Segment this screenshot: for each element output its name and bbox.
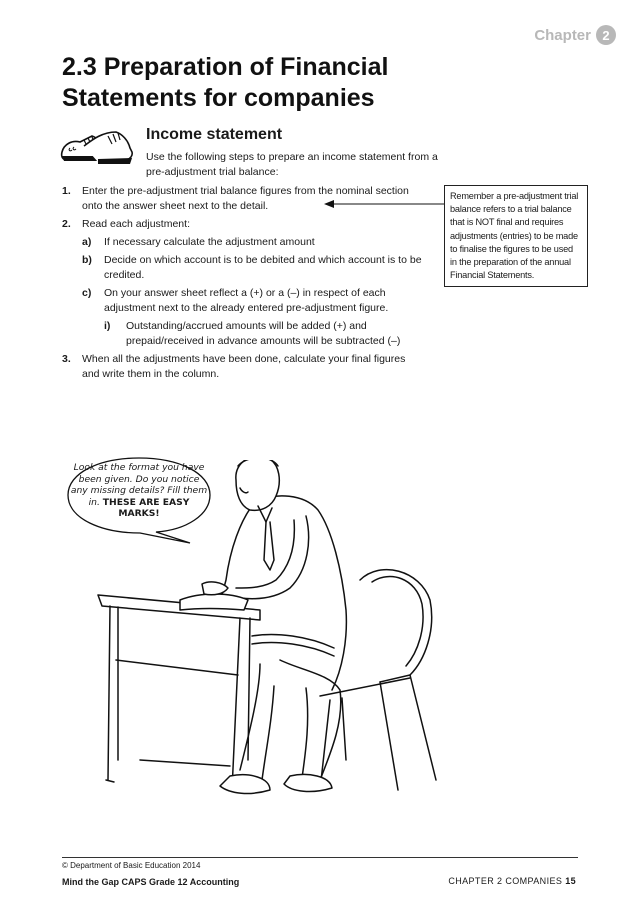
section-title: 2.3 Preparation of Financial Statements for companies <box>62 53 389 112</box>
footer-chapter-label: CHAPTER 2 COMPANIES <box>448 876 563 886</box>
step-number: i) <box>104 320 111 332</box>
step-2a <box>62 235 422 250</box>
step-text: Outstanding/accrued amounts will be added (+) and prepaid/received in advance amounts will be subtracted (–) <box>126 320 401 347</box>
chapter-label: Chapter <box>534 26 591 44</box>
footer-chapter <box>448 876 576 886</box>
speech-text: Look at the format you have been given. Do you notice any missing details? Fill them in. <box>70 462 208 508</box>
step-2c-i <box>62 319 422 349</box>
reminder-note-box: Remember a pre-adjustment trial balance refers to a trial balance that is NOT final and requires adjustments (entries) to be made to finalise the figures to be used in the preparation of the annual Financial Statements. <box>444 185 588 287</box>
chapter-number-badge: 2 <box>596 25 616 45</box>
subsection-intro: Use the following steps to prepare an income statement from a pre-adjustment trial balance: <box>146 151 438 178</box>
subsection-title: Income statement <box>146 126 283 143</box>
step-2c <box>62 286 422 316</box>
book-title: Mind the Gap CAPS Grade 12 Accounting <box>62 877 240 887</box>
step-number: c) <box>82 287 92 299</box>
pointer-arrow-icon <box>322 194 446 214</box>
step-2b <box>62 253 422 283</box>
step-2 <box>62 217 422 232</box>
step-number: a) <box>82 236 92 248</box>
step-text: When all the adjustments have been done, calculate your final figures and write them in the column. <box>82 353 406 380</box>
step-number: b) <box>82 254 92 266</box>
step-3 <box>62 352 422 382</box>
footer-divider <box>62 857 578 858</box>
chapter-tag <box>534 25 616 45</box>
speech-text-block <box>70 462 208 520</box>
speech-emphasis: THESE ARE EASY MARKS! <box>102 496 190 519</box>
step-text: If necessary calculate the adjustment amount <box>104 236 315 248</box>
page-number: 15 <box>565 876 576 886</box>
step-number: 1. <box>62 185 71 197</box>
steps-list <box>62 184 422 385</box>
step-number: 3. <box>62 353 71 365</box>
step-number: 2. <box>62 218 71 230</box>
sneakers-icon <box>58 126 136 172</box>
step-text: Read each adjustment: <box>82 218 190 230</box>
step-text: On your answer sheet reflect a (+) or a (–) in respect of each adjustment next to the already entered pre-adjustment figure. <box>104 287 389 314</box>
copyright-text: © Department of Basic Education 2014 <box>62 861 201 870</box>
step-text: Enter the pre-adjustment trial balance figures from the nominal section onto the answer sheet next to the detail. <box>82 185 409 212</box>
step-text: Decide on which account is to be debited and which account is to be credited. <box>104 254 422 281</box>
